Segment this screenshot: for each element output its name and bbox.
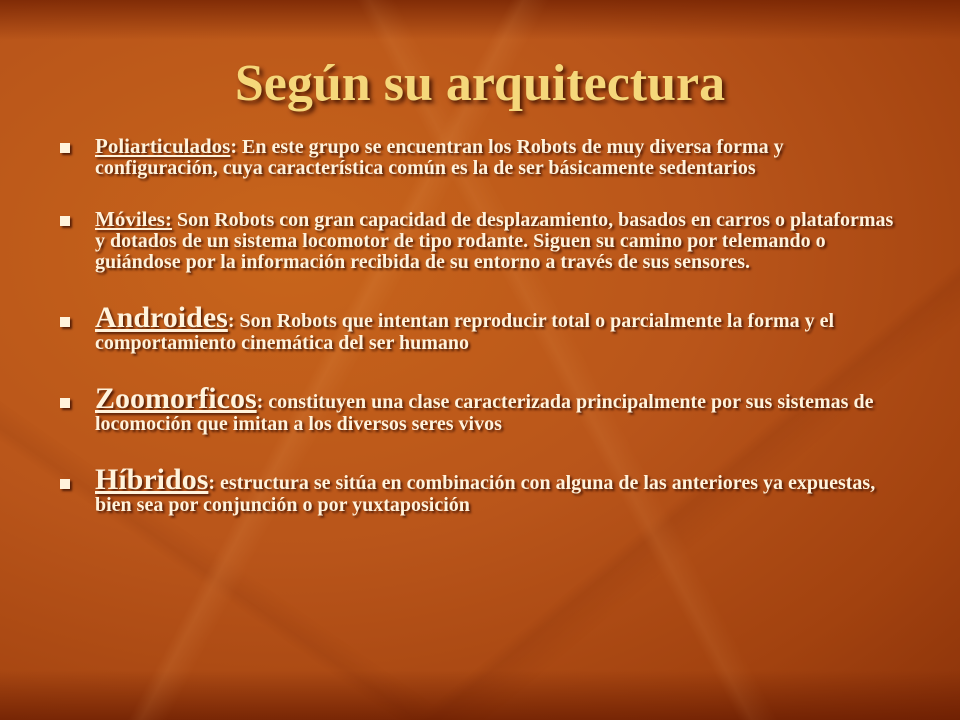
bullet-item-zoomorficos (58, 384, 908, 435)
square-bullet-icon (60, 216, 70, 226)
square-bullet-icon (60, 143, 70, 153)
slide-title: Según su arquitectura (234, 55, 726, 112)
description-hibridos: : estructura se sitúa en combinación con alguna de las anteriores ya expuestas, bien sea por conjunción o por yuxtaposición (95, 472, 876, 516)
bullet-item-hibridos (58, 465, 908, 516)
square-bullet-icon (60, 398, 70, 408)
bullet-item-androides (58, 303, 908, 354)
term-zoomorficos: Zoomorficos (95, 382, 257, 415)
bullet-item-poliarticulados (58, 136, 908, 179)
description-zoomorficos: : constituyen una clase caracterizada principalmente por sus sistemas de locomoción que imitan a los diversos seres vivos (95, 391, 874, 435)
description-androides: : Son Robots que intentan reproducir total o parcialmente la forma y el comportamiento cinemática del ser humano (95, 310, 835, 354)
description-poliarticulados: : En este grupo se encuentran los Robots de muy diversa forma y configuración, cuya característica común es la de ser básicamente sedentarios (95, 136, 784, 179)
term-poliarticulados: Poliarticulados (95, 134, 231, 158)
square-bullet-icon (60, 479, 70, 489)
bullet-item-moviles (58, 209, 908, 273)
square-bullet-icon (60, 317, 70, 327)
bullet-list (58, 136, 908, 546)
term-moviles: Móviles: (95, 207, 172, 231)
term-androides: Androides (95, 301, 228, 334)
description-moviles: Son Robots con gran capacidad de desplazamiento, basados en carros o plataformas y dotados de un sistema locomotor de tipo rodante. Siguen su camino por telemando o guiándose por la información recibida de su entorno a través de sus sensores. (95, 209, 894, 273)
term-hibridos: Híbridos (95, 463, 209, 496)
